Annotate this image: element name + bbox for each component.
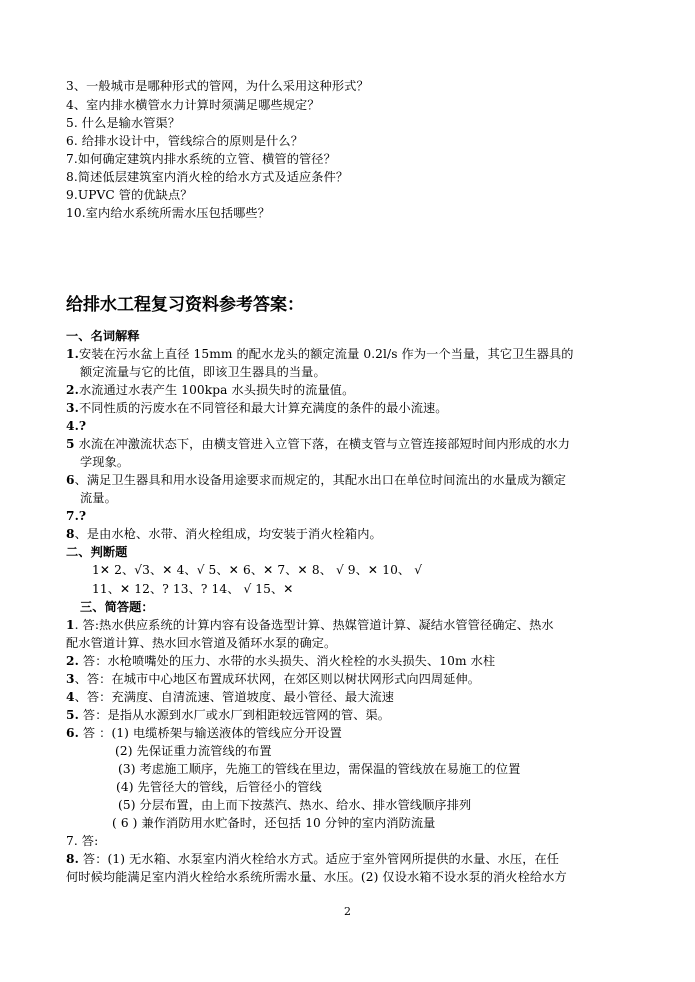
question-10: 10.室内给水系统所需水压包括哪些？ xyxy=(66,206,270,220)
question-5: 5. 什么是输水管渠？ xyxy=(66,116,181,130)
s3-answer-5-num: 5. xyxy=(66,708,79,722)
question-7: 7.如何确定建筑内排水系统的立管、横管的管径？ xyxy=(66,152,336,166)
judge-row-2: 11、✕ 12、? 13、? 14、 √ 15、✕ xyxy=(92,582,294,596)
question-3: 3、一般城市是哪种形式的管网，为什么采用这种形式？ xyxy=(66,79,369,93)
s3-answer-6-item-2: (2) 先保证重力流管线的布置 xyxy=(115,744,272,758)
s1-answer-2-num: 2. xyxy=(66,383,79,397)
s1-answer-5-num: 5 xyxy=(66,437,75,451)
s3-answer-8-num: 8. xyxy=(66,852,79,866)
s1-answer-6 xyxy=(66,471,646,489)
s3-answer-1 xyxy=(66,616,646,634)
s3-answer-2 xyxy=(66,652,646,670)
question-4: 4、室内排水横管水力计算时须满足哪些规定？ xyxy=(66,98,320,112)
s3-answer-4-text: 、答：充满度、自清流速、管道坡度、最小管径、最大流速 xyxy=(74,690,395,704)
s1-answer-1-text: 安装在污水盆上直径 15mm 的配水龙头的额定流量 0.2l/s 作为一个当量，其它卫生器具的 xyxy=(78,347,574,361)
s3-answer-4 xyxy=(66,688,646,706)
judge-row-1: 1✕ 2、√3、✕ 4、√ 5、✕ 6、✕ 7、✕ 8、 √ 9、✕ 10、 √ xyxy=(92,563,423,577)
question-9: 9.UPVC 管的优缺点？ xyxy=(66,188,193,202)
s3-answer-5-text: 答：是指从水源到水厂或水厂到相距较远管网的管、渠。 xyxy=(78,708,391,722)
section2-title: 二、判断题 xyxy=(66,545,128,559)
s1-answer-2 xyxy=(66,381,646,399)
s1-answer-5 xyxy=(66,435,646,453)
s3-answer-3-text: 、答：在城市中心地区布置成环状网，在郊区则以树状网形式向四周延伸。 xyxy=(74,672,481,686)
s3-answer-8 xyxy=(66,850,646,868)
s3-answer-3 xyxy=(66,670,646,688)
s3-answer-6-text: 答 ：(1) 电缆桥架与输送液体的管线应分开设置 xyxy=(78,726,342,740)
s1-answer-1-num: 1. xyxy=(66,347,79,361)
answers-title: 给排水工程复习资料参考答案： xyxy=(66,295,304,315)
s3-answer-6-item-4: (4) 先管径大的管线，后管径小的管线 xyxy=(116,780,322,794)
s1-answer-5-text: 水流在冲激流状态下，由横支管进入立管下落，在横支管与立管连接部短时间内形成的水力 xyxy=(74,437,571,451)
s1-answer-8-num: 8 xyxy=(66,527,75,541)
s3-answer-4-num: 4 xyxy=(66,690,75,704)
s3-answer-1-num: 1 xyxy=(66,618,75,632)
s3-answer-5 xyxy=(66,706,646,724)
question-8: 8.简述低层建筑室内消火栓的给水方式及适应条件？ xyxy=(66,170,349,184)
s3-answer-2-text: 答：水枪喷嘴处的压力、水带的水头损失、消火栓栓的水头损失、10m 水柱 xyxy=(78,654,496,668)
section3-title: 三、简答题： xyxy=(80,600,154,614)
s1-answer-2-text: 水流通过水表产生 100kpa 水头损失时的流量值。 xyxy=(78,383,355,397)
s1-answer-8 xyxy=(66,525,646,543)
s3-answer-1-cont: 配水管道计算、热水回水管道及循环水泵的确定。 xyxy=(66,636,337,650)
s3-answer-8-cont: 何时候均能满足室内消火栓给水系统所需水量、水压。(2) 仅设水箱不设水泵的消火栓给水方 xyxy=(66,870,567,884)
s1-answer-5-cont: 学现象。 xyxy=(80,455,130,469)
s1-answer-6-cont: 流量。 xyxy=(80,491,117,505)
s1-answer-3-num: 3. xyxy=(66,401,79,415)
question-6: 6. 给排水设计中，管线综合的原则是什么？ xyxy=(66,134,303,148)
s3-answer-3-num: 3 xyxy=(66,672,75,686)
s1-answer-1-cont: 额定流量与它的比值，即该卫生器具的当量。 xyxy=(80,365,326,379)
s1-answer-3-text: 不同性质的污废水在不同管径和最大计算充满度的条件的最小流速。 xyxy=(78,401,448,415)
s1-answer-1 xyxy=(66,345,646,363)
s3-answer-6-item-6: ( 6 ) 兼作消防用水贮备时，还包括 10 分钟的室内消防流量 xyxy=(112,816,436,830)
s3-answer-1-text: . 答:热水供应系统的计算内容有设备选型计算、热媒管道计算、凝结水管管径确定、热水 xyxy=(74,618,554,632)
s1-answer-7: 7.? xyxy=(66,509,87,523)
s1-answer-6-text: 、满足卫生器具和用水设备用途要求而规定的，其配水出口在单位时间流出的水量成为额定 xyxy=(74,473,567,487)
page-number: 2 xyxy=(344,905,351,918)
s3-answer-6-item-5: (5) 分层布置，由上而下按蒸汽、热水、给水、排水管线顺序排列 xyxy=(118,798,472,812)
s3-answer-8-text: 答：(1) 无水箱、水泵室内消火栓给水方式。适应于室外管网所提供的水量、水压，在任 xyxy=(78,852,560,866)
s3-answer-6-num: 6. xyxy=(66,726,79,740)
s3-answer-6-item-3: (3) 考虑施工顺序，先施工的管线在里边，需保温的管线放在易施工的位置 xyxy=(118,762,521,776)
s3-answer-6 xyxy=(66,724,646,742)
s3-answer-2-num: 2. xyxy=(66,654,79,668)
s1-answer-3 xyxy=(66,399,646,417)
s1-answer-6-num: 6 xyxy=(66,473,75,487)
section1-title: 一、名词解释 xyxy=(66,329,140,343)
s1-answer-4: 4.? xyxy=(66,419,87,433)
s1-answer-8-text: 、是由水枪、水带、消火栓组成，均安装于消火栓箱内。 xyxy=(74,527,382,541)
s3-answer-7: 7. 答: xyxy=(66,834,99,848)
